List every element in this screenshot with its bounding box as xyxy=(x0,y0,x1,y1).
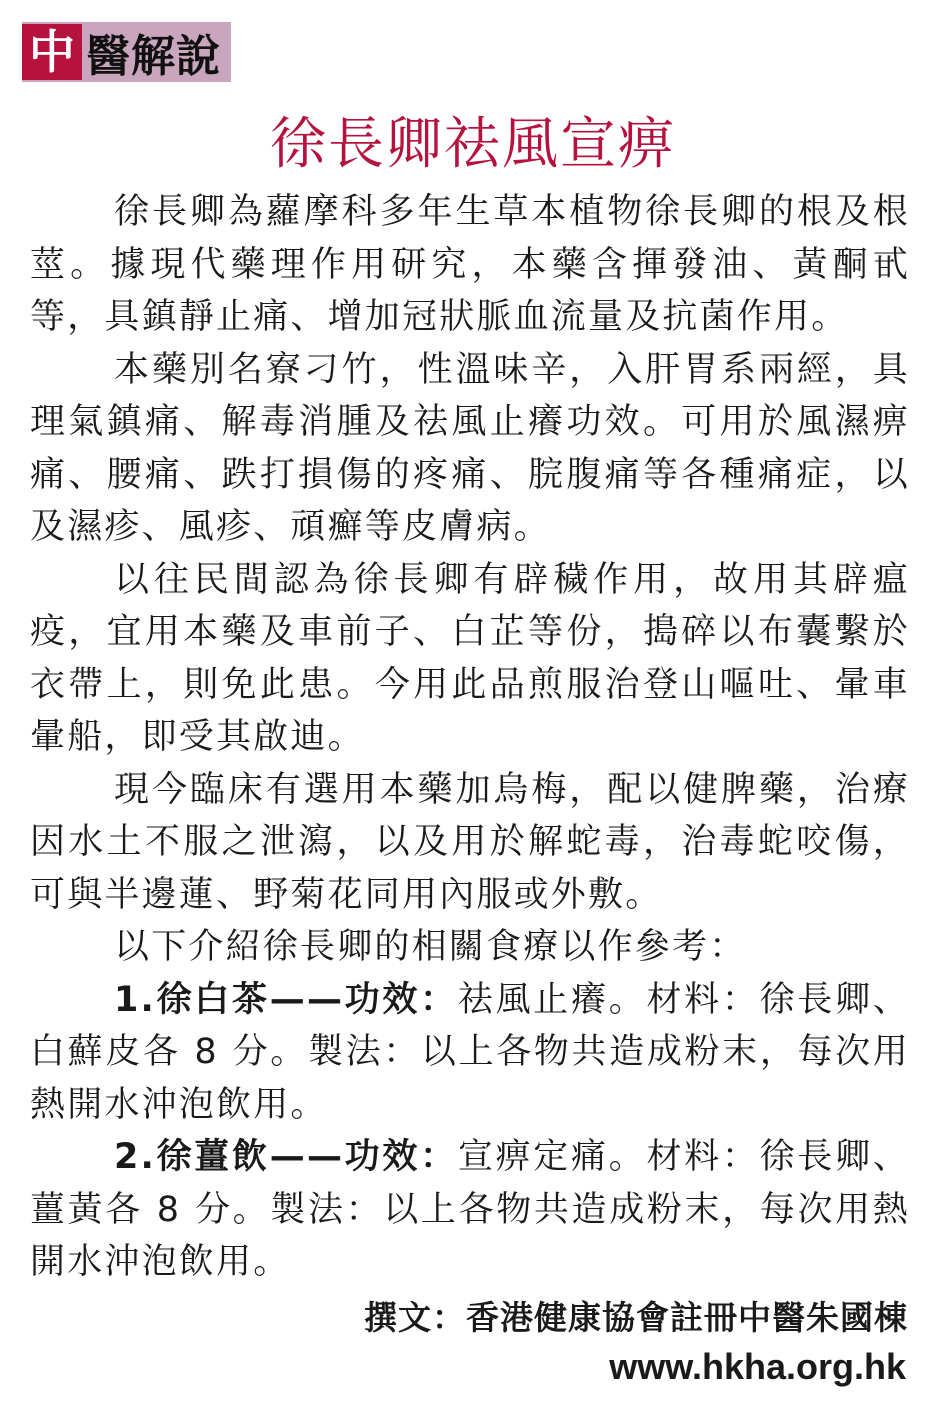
recipe-text: 祛風止癢。材料：徐長卿、白蘚皮各 8 分。製法：以上各物共造成粉末，每次用熱開水沖泡飲用。 xyxy=(30,979,910,1125)
column-badge: 中 xyxy=(22,24,82,80)
article-body xyxy=(30,186,910,1289)
paragraph: 徐長卿為蘿摩科多年生草本植物徐長卿的根及根莖。據現代藥理作用研究，本藥含揮發油、黃酮甙等，具鎮靜止痛、增加冠狀脈血流量及抗菌作用。 xyxy=(30,192,910,337)
recipe-name: 1.徐白茶——功效： xyxy=(114,979,458,1020)
paragraph: 以往民間認為徐長卿有辟穢作用，故用其辟瘟疫，宜用本藥及車前子、白芷等份，搗碎以布囊繫於衣帶上，則免此患。今用此品煎服治登山嘔吐、暈車暈船，即受其啟迪。 xyxy=(30,559,910,757)
recipe-item xyxy=(30,1131,910,1289)
paragraph: 現今臨床有選用本藥加烏梅，配以健脾藥，治療因水土不服之泄瀉，以及用於解蛇毒，治毒蛇咬傷，可與半邊蓮、野菊花同用內服或外敷。 xyxy=(30,769,910,915)
article-title: 徐長卿祛風宣痹 xyxy=(270,112,676,177)
recipe-name: 2.徐薑飲——功效： xyxy=(114,1137,458,1177)
website-url: www.hkha.org.hk xyxy=(609,1346,906,1387)
paragraph: 本藥別名寮刁竹，性溫味辛，入肝胃系兩經，具理氣鎮痛、解毒消腫及祛風止癢功效。可用於風濕痹痛、腰痛、跌打損傷的疼痛、脘腹痛等各種痛症，以及濕疹、風疹、頑癬等皮膚病。 xyxy=(30,349,910,547)
column-label: 醫解說 xyxy=(86,31,221,82)
paragraph: 以下介紹徐長卿的相關食療以作參考： xyxy=(114,927,747,967)
recipe-text: 宣痹定痛。材料：徐長卿、薑黃各 8 分。製法：以上各物共造成粉末，每次用熱開水沖泡飲用。 xyxy=(30,1137,910,1282)
column-header xyxy=(22,22,231,82)
author-credit: 撰文：香港健康協會註冊中醫朱國棟 xyxy=(364,1298,908,1337)
recipe-item xyxy=(30,974,910,1132)
